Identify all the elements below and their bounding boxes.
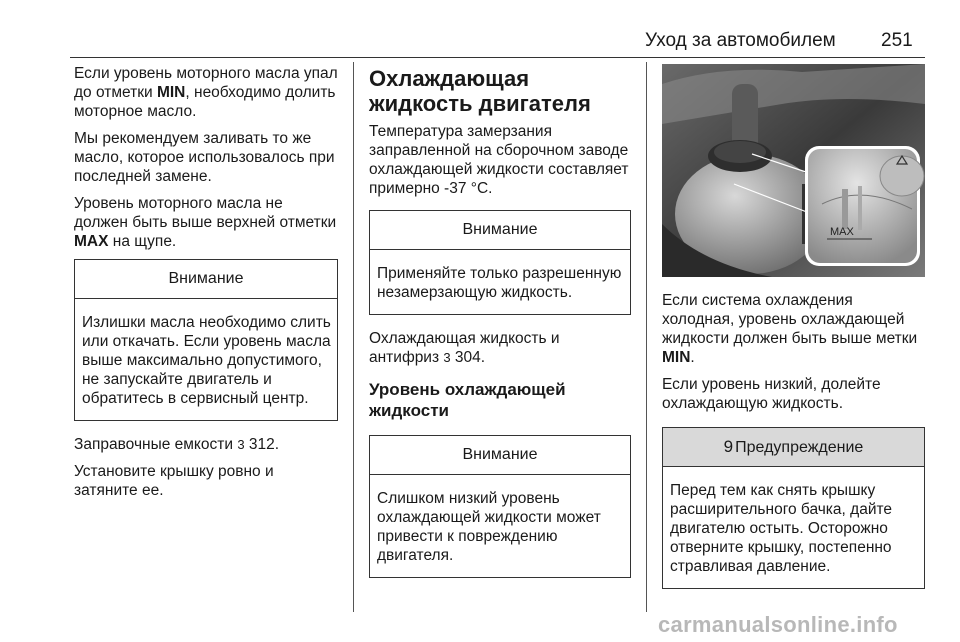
notice-text: Слишком низкий уровень охлаждающей жидкости может привести к повреждению двигателя.	[377, 490, 601, 564]
page-header	[0, 6, 960, 56]
middle-column	[369, 66, 631, 592]
capacities-reference: Заправочные емкости 3 312.	[74, 436, 280, 453]
oil-max-paragraph: Уровень моторного масла не должен быть выше верхней отметки MAX на щупе.	[74, 195, 337, 250]
notice-text: Излишки масла необходимо слить или откачать. Если уровень масла выше максимально допустимого, не запускайте двигатель и обратитесь в сервисный центр.	[82, 314, 331, 407]
coolant-level-heading: Уровень охлаждающей жидкости	[369, 380, 566, 420]
notice-title: Внимание	[370, 211, 630, 250]
notice-title: Внимание	[75, 260, 337, 299]
notice-text: Применяйте только разрешенную незамерзающую жидкость.	[377, 265, 622, 301]
top-up-paragraph: Если уровень низкий, долейте охлаждающую жидкость.	[662, 376, 881, 412]
coolant-reservoir-photo	[662, 64, 925, 277]
warning-triangle-icon: 9	[723, 437, 734, 456]
antifreeze-reference: Охлаждающая жидкость и антифриз 3 304.	[369, 330, 560, 366]
oil-min-paragraph: Если уровень моторного масла упал до отметки MIN, необходимо долить моторное масло.	[74, 65, 338, 120]
oil-notice-box	[74, 259, 338, 421]
warning-box	[662, 427, 925, 589]
right-column	[662, 64, 925, 603]
watermark: carmanualsonline.info	[658, 612, 898, 637]
cap-paragraph: Установите крышку ровно и затяните ее.	[74, 463, 274, 499]
column-divider-right	[646, 62, 647, 612]
coolant-intro: Температура замерзания заправленной на сборочном заводе охлаждающей жидкости составляет примерно -37 °C.	[369, 123, 629, 197]
warning-title: 9 Предупреждение	[663, 428, 924, 467]
left-column	[74, 64, 338, 508]
oil-same-paragraph: Мы рекомендуем заливать то же масло, которое использовалось при последней замене.	[74, 130, 335, 185]
page-pointer-icon: 3	[443, 350, 451, 365]
section-title: Уход за автомобилем	[645, 30, 836, 51]
coolant-notice-box	[369, 210, 631, 315]
coolant-heading: Охлаждающая жидкость двигателя	[369, 66, 591, 116]
page-pointer-icon: 3	[237, 437, 245, 452]
coolant-level-paragraph: Если система охлаждения холодная, уровень охлаждающей жидкости должен быть выше метки MIN.	[662, 292, 918, 366]
page-number: 251	[881, 30, 913, 51]
max-mark-label: MAX	[830, 226, 854, 238]
notice-title: Внимание	[370, 436, 630, 475]
coolant-level-notice-box	[369, 435, 631, 578]
warning-text: Перед тем как снять крышку расширительного бачка, дайте двигателю остыть. Осторожно отверните крышку, постепенно стравливая давление.	[670, 482, 893, 575]
column-divider-left	[353, 62, 354, 612]
header-rule	[70, 57, 925, 58]
